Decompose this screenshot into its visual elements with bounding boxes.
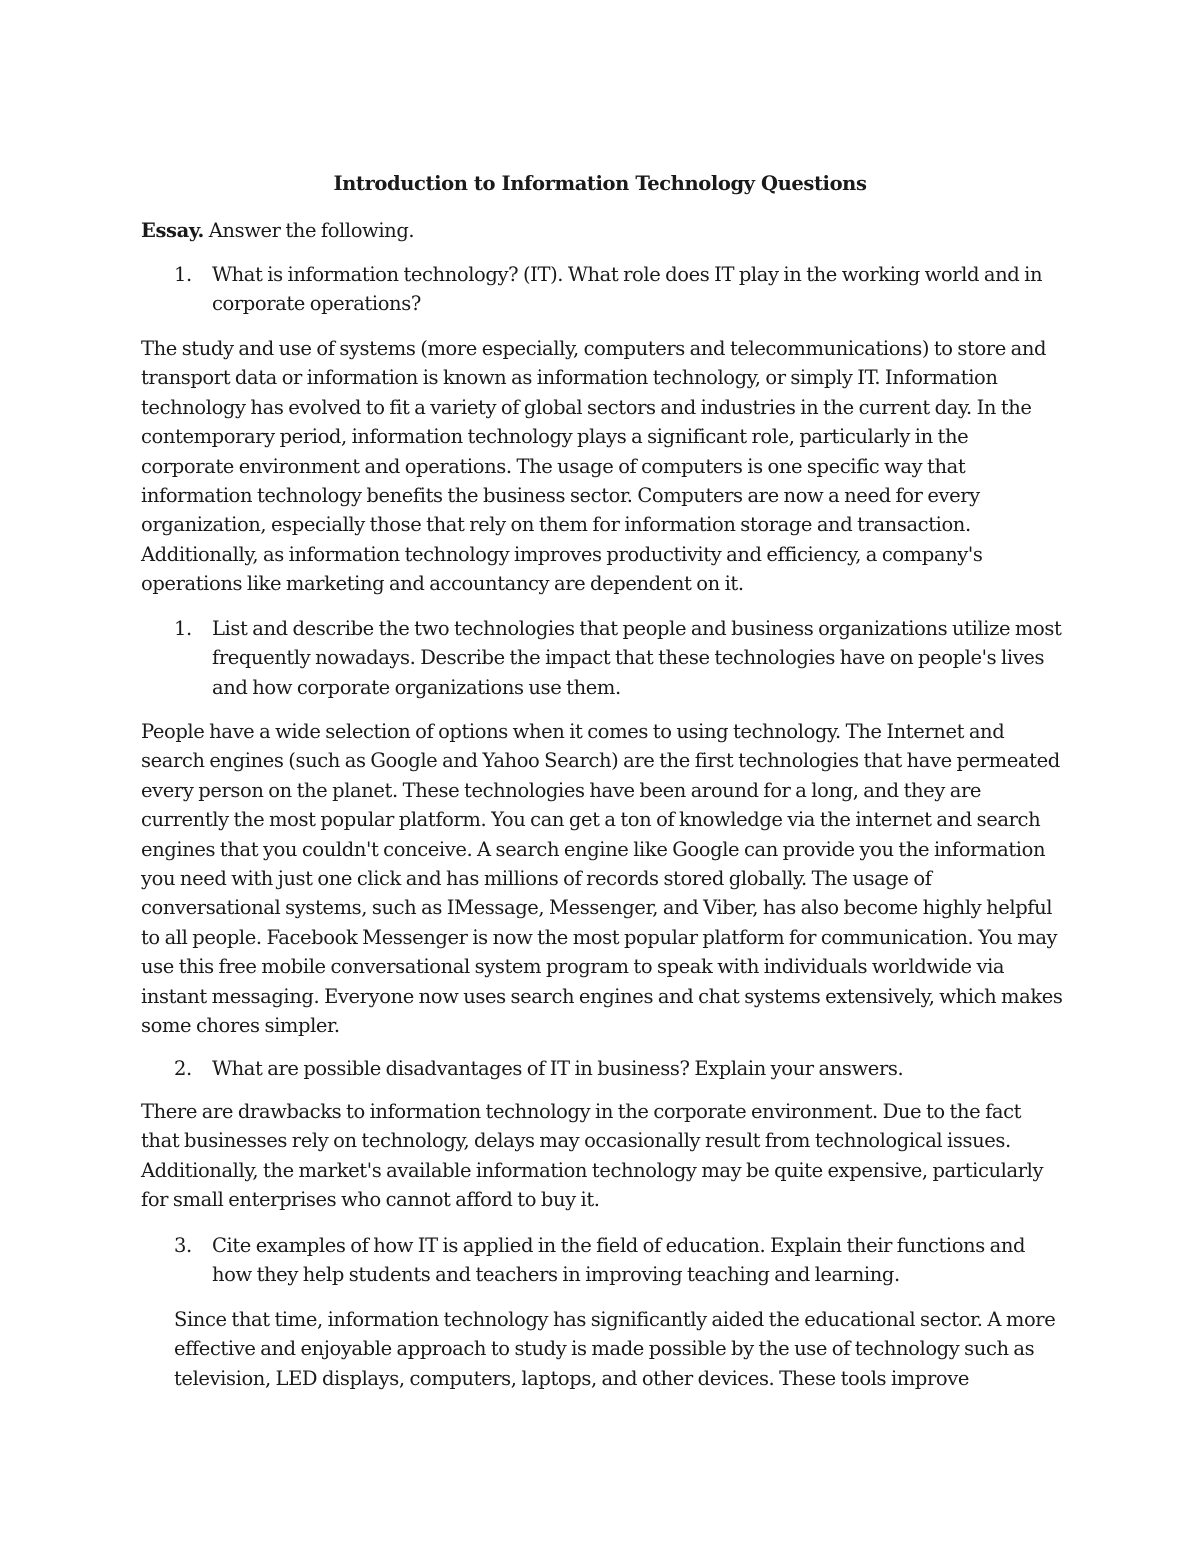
question-3 xyxy=(174,1054,1062,1083)
question-number: 3. xyxy=(174,1234,192,1257)
question-2 xyxy=(174,614,1062,702)
answer-2: People have a wide selection of options when it comes to using technology. The Internet and search engines (such as Google and Yahoo Search) are the first technologies that have permeated every person on the planet. These technologies have been around for a long, and they are currently the most popular platform. You can get a ton of knowledge via the internet and search engines that you couldn't conceive. A search engine like Google can provide you the information you need with just one click and has millions of records stored globally. The usage of conversational systems, such as IMessage, Messenger, and Viber, has also become highly helpful to all people. Facebook Messenger is now the most popular platform for communication. You may use this free mobile conversational system program to speak with individuals worldwide via instant messaging. Everyone now uses search engines and chat systems extensively, which makes some chores simpler. xyxy=(141,720,1063,1038)
instruction-line xyxy=(141,216,1063,245)
question-text: Cite examples of how IT is applied in the field of education. Explain their functions and how they help students and teachers in improving teaching and learning. xyxy=(212,1234,1026,1287)
answer-1: The study and use of systems (more especially, computers and telecommunications) to store and transport data or information is known as information technology, or simply IT. Information technology has evolved to fit a variety of global sectors and industries in the current day. In the contemporary period, information technology plays a significant role, particularly in the corporate environment and operations. The usage of computers is one specific way that information technology benefits the business sector. Computers are now a need for every organization, especially those that rely on them for information storage and transaction. Additionally, as information technology improves productivity and efficiency, a company's operations like marketing and accountancy are dependent on it. xyxy=(141,337,1047,596)
question-4 xyxy=(174,1231,1062,1290)
question-number: 1. xyxy=(174,617,192,640)
instruction-label: Essay. xyxy=(141,219,204,242)
question-number: 1. xyxy=(174,263,192,286)
answer-4: Since that time, information technology has significantly aided the educational sector. A more effective and enjoyable approach to study is made possible by the use of technology such as television, LED displays, computers, laptops, and other devices. These tools improve xyxy=(174,1308,1056,1390)
instruction-text: Answer the following. xyxy=(208,219,415,242)
question-text: List and describe the two technologies that people and business organizations utilize most frequently nowadays. Describe the impact that these technologies have on people's lives and how corporate organizations use them. xyxy=(212,617,1062,699)
question-text: What are possible disadvantages of IT in business? Explain your answers. xyxy=(212,1057,904,1080)
answer-3: There are drawbacks to information technology in the corporate environment. Due to the fact that businesses rely on technology, delays may occasionally result from technological issues. Additionally, the market's available information technology may be quite expensive, particularly for small enterprises who cannot afford to buy it. xyxy=(141,1100,1044,1212)
question-1 xyxy=(174,260,1062,319)
question-number: 2. xyxy=(174,1057,192,1080)
document-title: Introduction to Information Technology Questions xyxy=(333,172,867,195)
question-text: What is information technology? (IT). What role does IT play in the working world and in corporate operations? xyxy=(212,263,1043,316)
